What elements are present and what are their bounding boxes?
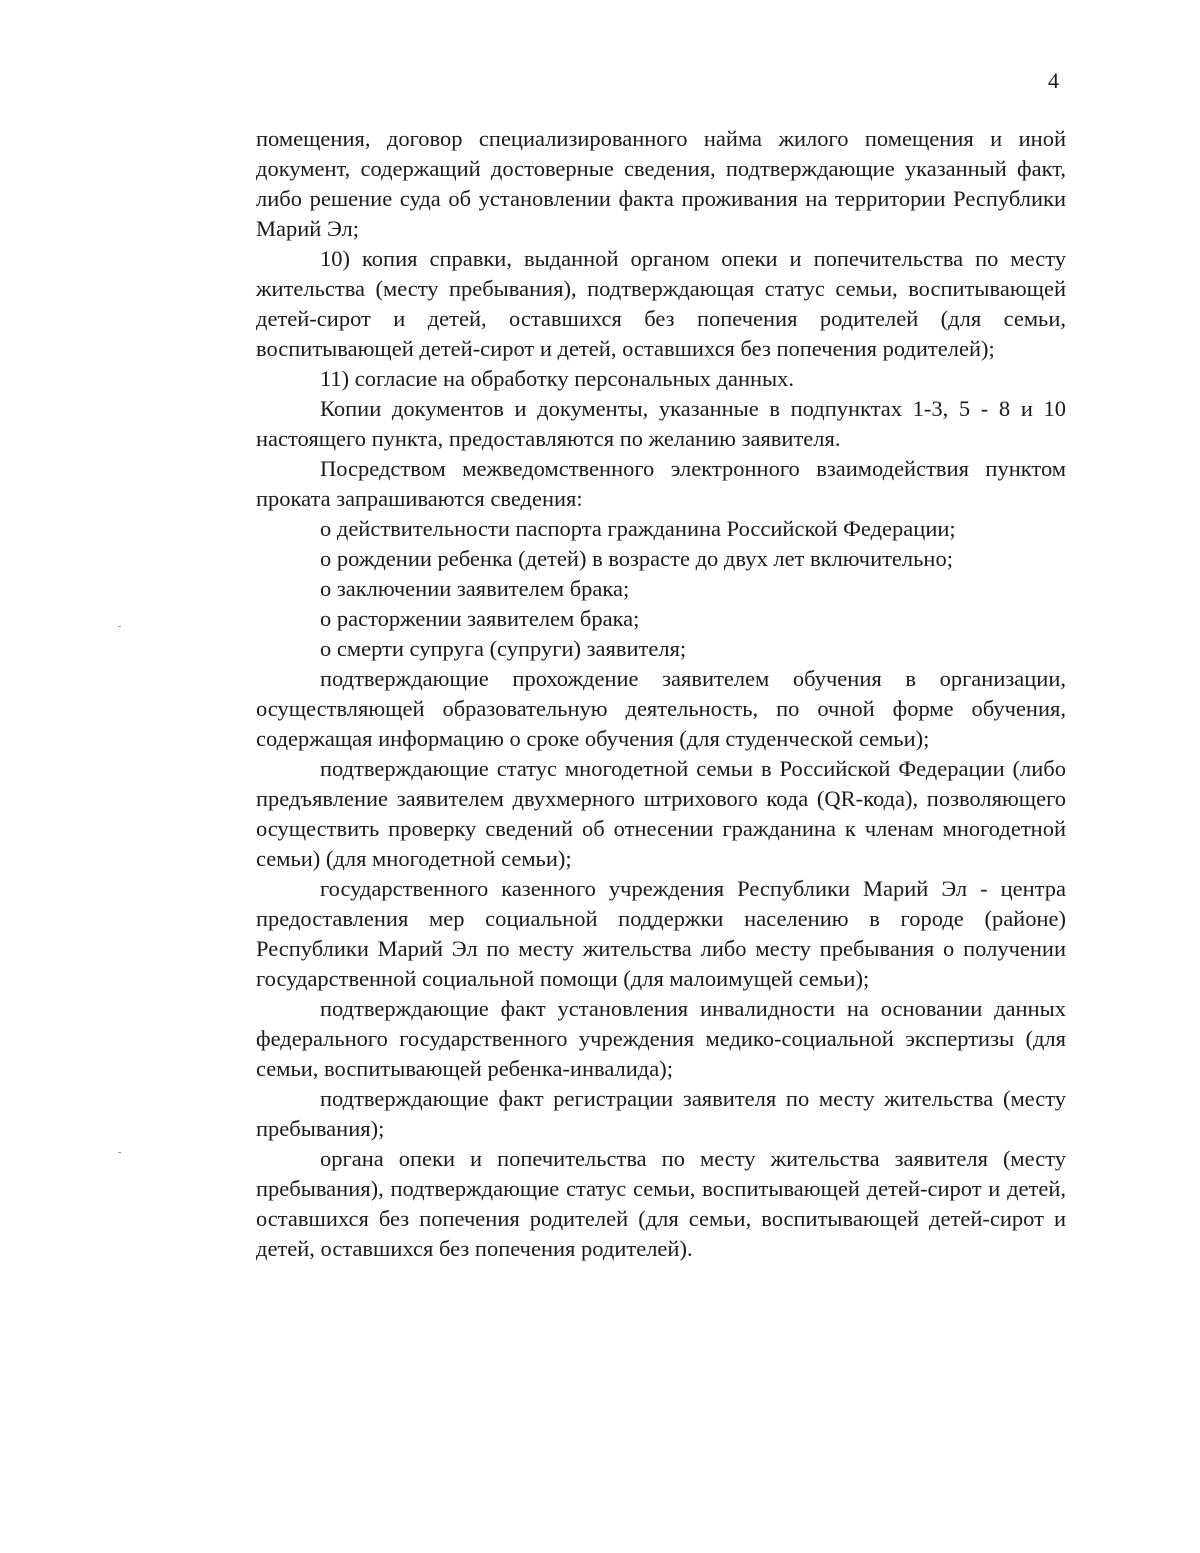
list-item-birth: о рождении ребенка (детей) в возрасте до двух лет включительно;	[320, 546, 953, 571]
list-item-large-family: подтверждающие статус многодетной семьи в Российской Федерации (либо предъявление заявителем двухмерного штрихового кода (QR-кода), позволяющего осуществить проверку сведений об отнесении гражданина к членам многодетной семьи) (для многодетной семьи);	[256, 756, 1066, 871]
document-body	[256, 124, 1066, 1264]
list-item-social-aid: государственного казенного учреждения Республики Марий Эл - центра предоставления мер социальной поддержки населению в городе (районе) Республики Марий Эл по месту жительства либо месту пребывания о получении государственной социальной помощи (для малоимущей семьи);	[256, 876, 1066, 991]
paragraph-interagency-request: Посредством межведомственного электронного взаимодействия пунктом проката запрашиваются сведения:	[256, 456, 1066, 511]
list-item-marriage: о заключении заявителем брака;	[320, 576, 630, 601]
scan-speck	[118, 1152, 121, 1153]
paragraph-item-11: 11) согласие на обработку персональных данных.	[320, 366, 795, 391]
page-number: 4	[1048, 68, 1059, 93]
paragraph-copies-note: Копии документов и документы, указанные в подпунктах 1-3, 5 - 8 и 10 настоящего пункта, предоставляются по желанию заявителя.	[256, 396, 1066, 451]
list-item-divorce: о расторжении заявителем брака;	[320, 606, 640, 631]
list-item-education: подтверждающие прохождение заявителем обучения в организации, осуществляющей образовательную деятельность, по очной форме обучения, содержащая информацию о сроке обучения (для студенческой семьи);	[256, 666, 1066, 751]
paragraph-item-10: 10) копия справки, выданной органом опеки и попечительства по месту жительства (месту пребывания), подтверждающая статус семьи, воспитывающей детей-сирот и детей, оставшихся без попечения родителей (для семьи, воспитывающей детей-сирот и детей, оставшихся без попечения родителей);	[256, 246, 1066, 361]
list-item-disability: подтверждающие факт установления инвалидности на основании данных федерального государственного учреждения медико-социальной экспертизы (для семьи, воспитывающей ребенка-инвалида);	[256, 996, 1066, 1081]
list-item-guardianship: органа опеки и попечительства по месту жительства заявителя (месту пребывания), подтверждающие статус семьи, воспитывающей детей-сирот и детей, оставшихся без попечения родителей (для семьи, воспитывающей детей-сирот и детей, оставшихся без попечения родителей).	[256, 1146, 1066, 1261]
list-item-passport: о действительности паспорта гражданина Российской Федерации;	[320, 516, 956, 541]
scan-speck	[118, 626, 121, 627]
paragraph-continuation: помещения, договор специализированного найма жилого помещения и иной документ, содержащий достоверные сведения, подтверждающие указанный факт, либо решение суда об установлении факта проживания на территории Республики Марий Эл;	[256, 126, 1066, 241]
list-item-death: о смерти супруга (супруги) заявителя;	[320, 636, 687, 661]
list-item-registration: подтверждающие факт регистрации заявителя по месту жительства (месту пребывания);	[256, 1086, 1066, 1141]
